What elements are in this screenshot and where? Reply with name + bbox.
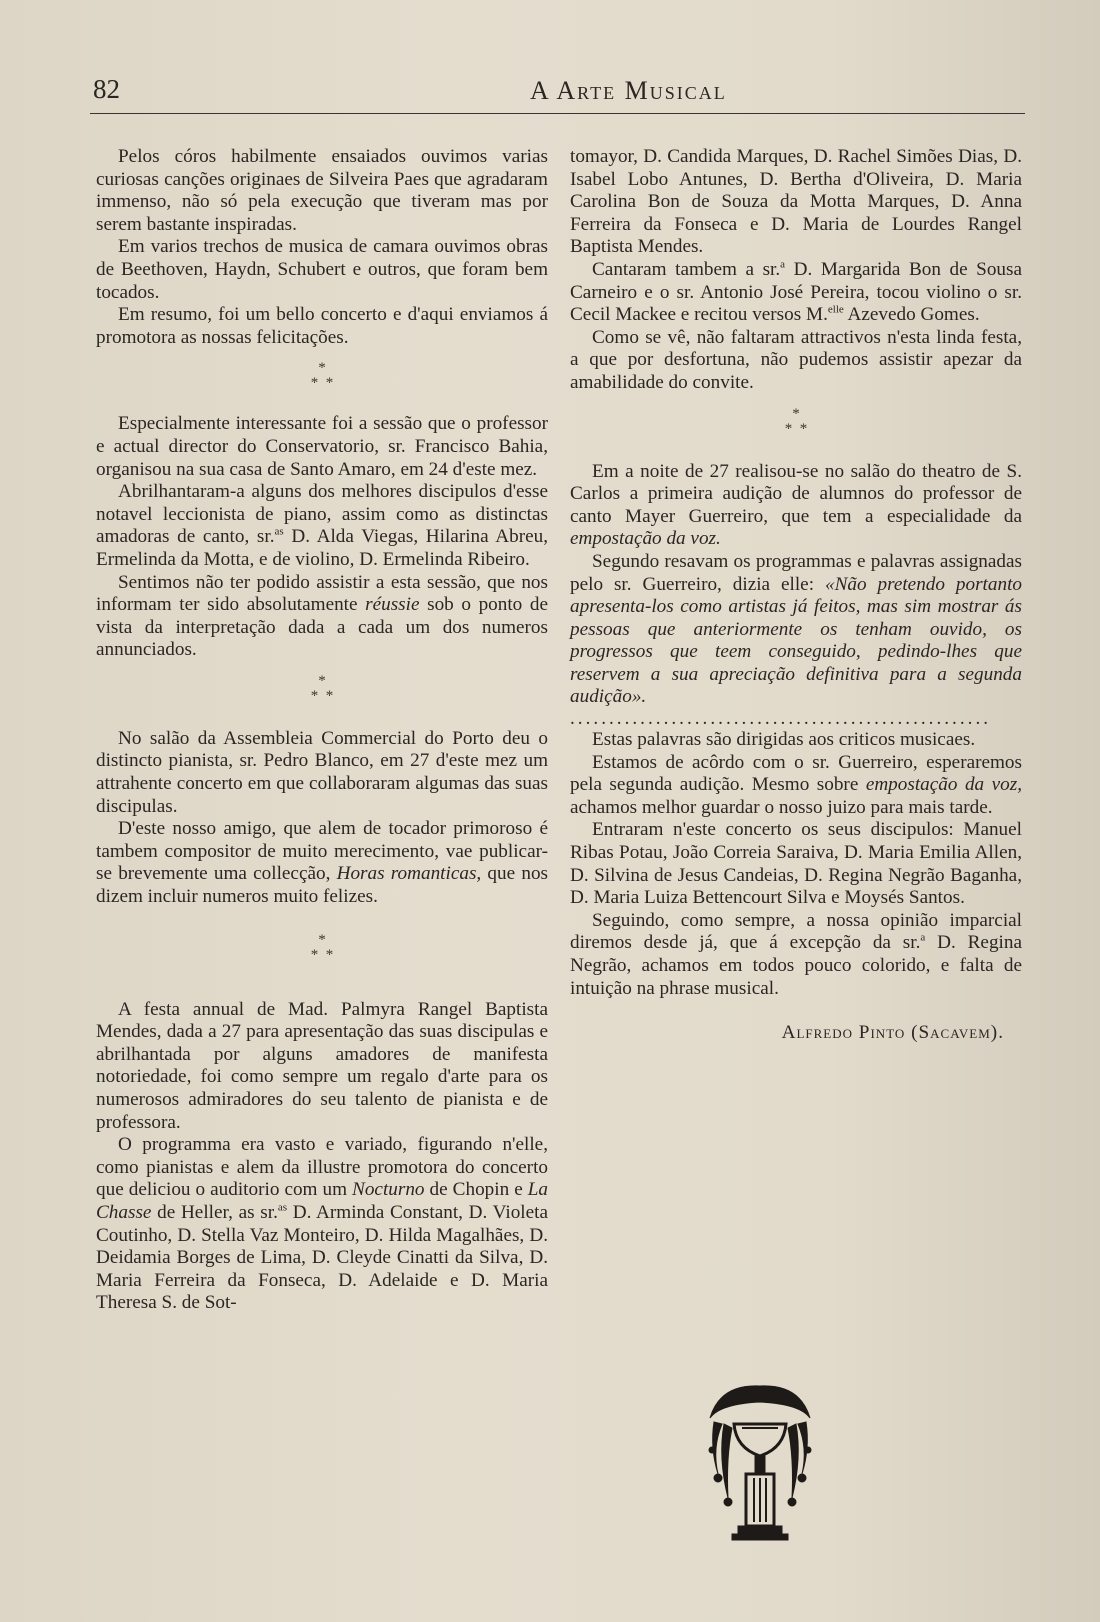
- left-column: [96, 146, 548, 1315]
- paragraph: Especialmente interessante foi a sessão que o professor e actual director do Conservatorio, sr. Francisco Bahia, organisou na sua casa de Santo Amaro, em 24 d'este mez.: [96, 413, 548, 480]
- paragraph: Seguindo, como sempre, a nossa opinião imparcial diremos desde já, que á excepção da sr.$^a$ D. Regina Negrão, achamos em todos pouco colorido, e falta de intuição na phrase musical.: [570, 909, 1022, 999]
- paragraph: O programma era vasto e variado, figurando n'elle, como pianistas e alem da illustre promotora do concerto que deliciou o auditorio com um Nocturno de Chopin e La Chasse de Heller, as sr.$^{as}$ D. Arminda Constant, D. Violeta Coutinho, D. Stella Vaz Monteiro, D. Hilda Magalhães, D. Deidamia Borges de Lima, D. Cleyde Cinatti da Silva, D. Maria Ferreira da Fonseca, D. Adelaide e D. Maria Theresa S. de Sot-: [96, 1134, 548, 1314]
- section-separator-asterism: * * *: [310, 931, 334, 963]
- paragraph: Abrilhantaram-a alguns dos melhores discipulos d'esse notavel leccionista de piano, assim como as distinctas amadoras de canto, sr.$^{as}$ D. Alda Viegas, Hilarina Abreu, Ermelinda da Motta, e de violino, D. Ermelinda Ribeiro.: [96, 481, 548, 570]
- paragraph: Como se vê, não faltaram attractivos n'esta linda festa, a que por desfortuna, não pudemos assistir apezar da amabilidade do convite.: [570, 326, 1022, 393]
- fountain-tree-ornament-icon: [700, 1378, 820, 1544]
- paragraph: Estas palavras são dirigidas aos criticos musicaes.: [592, 729, 976, 751]
- paragraph: A festa annual de Mad. Palmyra Rangel Baptista Mendes, dada a 27 para apresentação das suas discipulas e abrilhantada por alguns amadores de manifesta notoriedade, foi como sempre um regalo d'arte para os numerosos admiradores do seu talento de pianista e de professora.: [96, 998, 548, 1133]
- right-column: [570, 146, 1022, 1045]
- paragraph: Entraram n'este concerto os seus discipulos: Manuel Ribas Potau, João Correia Saraiva, D. Maria Emilia Allen, D. Silvina de Jesus Candeias, D. Regina Negrão Baganha, D. Maria Luiza Bettencourt Silva e Moysés Santos.: [570, 819, 1022, 909]
- header-rule: [90, 113, 1025, 114]
- paragraph: Sentimos não ter podido assistir a esta sessão, que nos informam ter sido absolutamente réussie sob o ponto de vista da interpretação dada a cada um dos numeros annunciados.: [96, 571, 548, 661]
- paragraph: No salão da Assembleia Commercial do Porto deu o distincto pianista, sr. Pedro Blanco, em 27 d'este mez um attrahente concerto em que collaboraram algumas das suas discipulas.: [96, 727, 548, 817]
- section-separator-asterism: * * *: [310, 672, 334, 704]
- page-number: 82: [93, 74, 120, 104]
- paragraph: Em a noite de 27 realisou-se no salão do theatro de S. Carlos a primeira audição de alumnos do professor de canto Mayer Guerreiro, que tem a especialidade da empostação da voz.: [570, 460, 1022, 550]
- paragraph: Em varios trechos de musica de camara ouvimos obras de Beethoven, Haydn, Schubert e outros, que foram bem tocados.: [96, 236, 548, 303]
- paragraph: Pelos córos habilmente ensaiados ouvimos varias curiosas canções originaes de Silveira Paes que agradaram immenso, não só pela execução que tiveram mas por serem bastante inspiradas.: [96, 146, 548, 235]
- paragraph: tomayor, D. Candida Marques, D. Rachel Simões Dias, D. Isabel Lobo Antunes, D. Bertha d'Oliveira, D. Maria Carolina Bon de Souza da Motta Marques, D. Anna Ferreira da Fonseca e D. Maria de Lourdes Rangel Baptista Mendes.: [570, 146, 1022, 258]
- page-header: [90, 74, 1026, 114]
- ellipsis-row: ......................................................: [570, 709, 992, 730]
- section-separator-asterism: * * *: [310, 360, 334, 392]
- author-signature: Alfredo Pinto (Sacavem).: [781, 1022, 1004, 1044]
- section-separator-asterism: * * *: [784, 405, 808, 437]
- paragraph: Cantaram tambem a sr.$^a$ D. Margarida Bon de Sousa Carneiro e o sr. Antonio José Pereira, tocou violino o sr. Cecil Mackee e recitou versos M.$^{elle}$ Azevedo Gomes.: [570, 258, 1022, 326]
- running-title: A Arte Musical: [530, 76, 727, 105]
- paragraph: Em resumo, foi um bello concerto e d'aqui enviamos á promotora as nossas felicitações.: [96, 304, 548, 348]
- paragraph: Segundo resavam os programmas e palavras assignadas pelo sr. Guerreiro, dizia elle: «Não pretendo portanto apresenta-los como artistas já feitos, mas sim mostrar ás pessoas que anteriormente os tenham ouvido, os progressos que teem conseguido, pedindo-lhes que reservem a sua apreciação definitiva para a segunda audição».: [570, 550, 1022, 708]
- paragraph: D'este nosso amigo, que alem de tocador primoroso é tambem compositor de muito merecimento, vae publicar-se brevemente uma collecção, Horas romanticas, que nos dizem incluir numeros muito felizes.: [96, 818, 549, 908]
- paragraph: Estamos de acôrdo com o sr. Guerreiro, esperaremos pela segunda audição. Mesmo sobre empostação da voz, achamos melhor guardar o nosso juizo para mais tarde.: [570, 751, 1022, 818]
